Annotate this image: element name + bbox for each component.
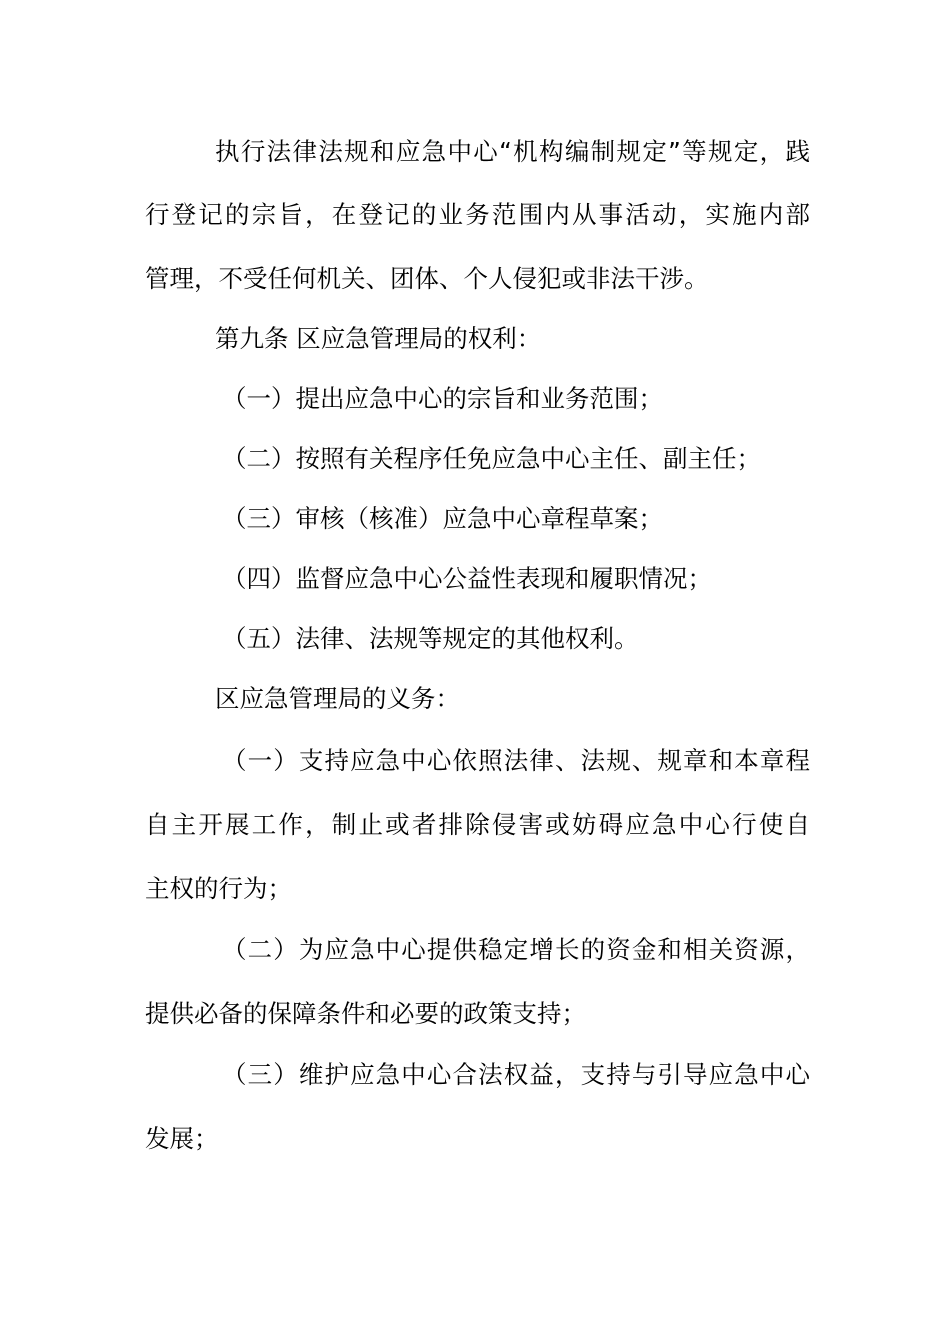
article-heading: 第九条 区应急管理局的权利： xyxy=(215,324,542,353)
list-item: （一）支持应急中心依照法律、法规、规章和本章程 xyxy=(222,746,810,775)
list-item: （四）监督应急中心公益性表现和履职情况； xyxy=(222,564,712,593)
list-item: （五）法律、法规等规定的其他权利。 xyxy=(222,624,639,653)
list-item: （二）按照有关程序任免应急中心主任、副主任； xyxy=(222,444,761,473)
text-line: 主权的行为； xyxy=(145,874,292,903)
text-line: 发展； xyxy=(145,1124,219,1153)
list-item: （三）维护应急中心合法权益，支持与引导应急中心 xyxy=(222,1060,810,1089)
list-item: （三）审核（核准）应急中心章程草案； xyxy=(222,504,663,533)
text-line: 自主开展工作，制止或者排除侵害或妨碍应急中心行使自 xyxy=(145,810,810,839)
section-heading: 区应急管理局的义务： xyxy=(215,684,460,713)
text-line: 行登记的宗旨，在登记的业务范围内从事活动，实施内部 xyxy=(145,200,810,229)
list-item: （一）提出应急中心的宗旨和业务范围； xyxy=(222,384,663,413)
text-line: 管理，不受任何机关、团体、个人侵犯或非法干涉。 xyxy=(145,264,709,293)
list-item: （二）为应急中心提供稳定增长的资金和相关资源， xyxy=(222,935,810,964)
text-line: 提供必备的保障条件和必要的政策支持； xyxy=(145,999,586,1028)
text-line: 执行法律法规和应急中心“机构编制规定”等规定，践 xyxy=(215,137,810,166)
